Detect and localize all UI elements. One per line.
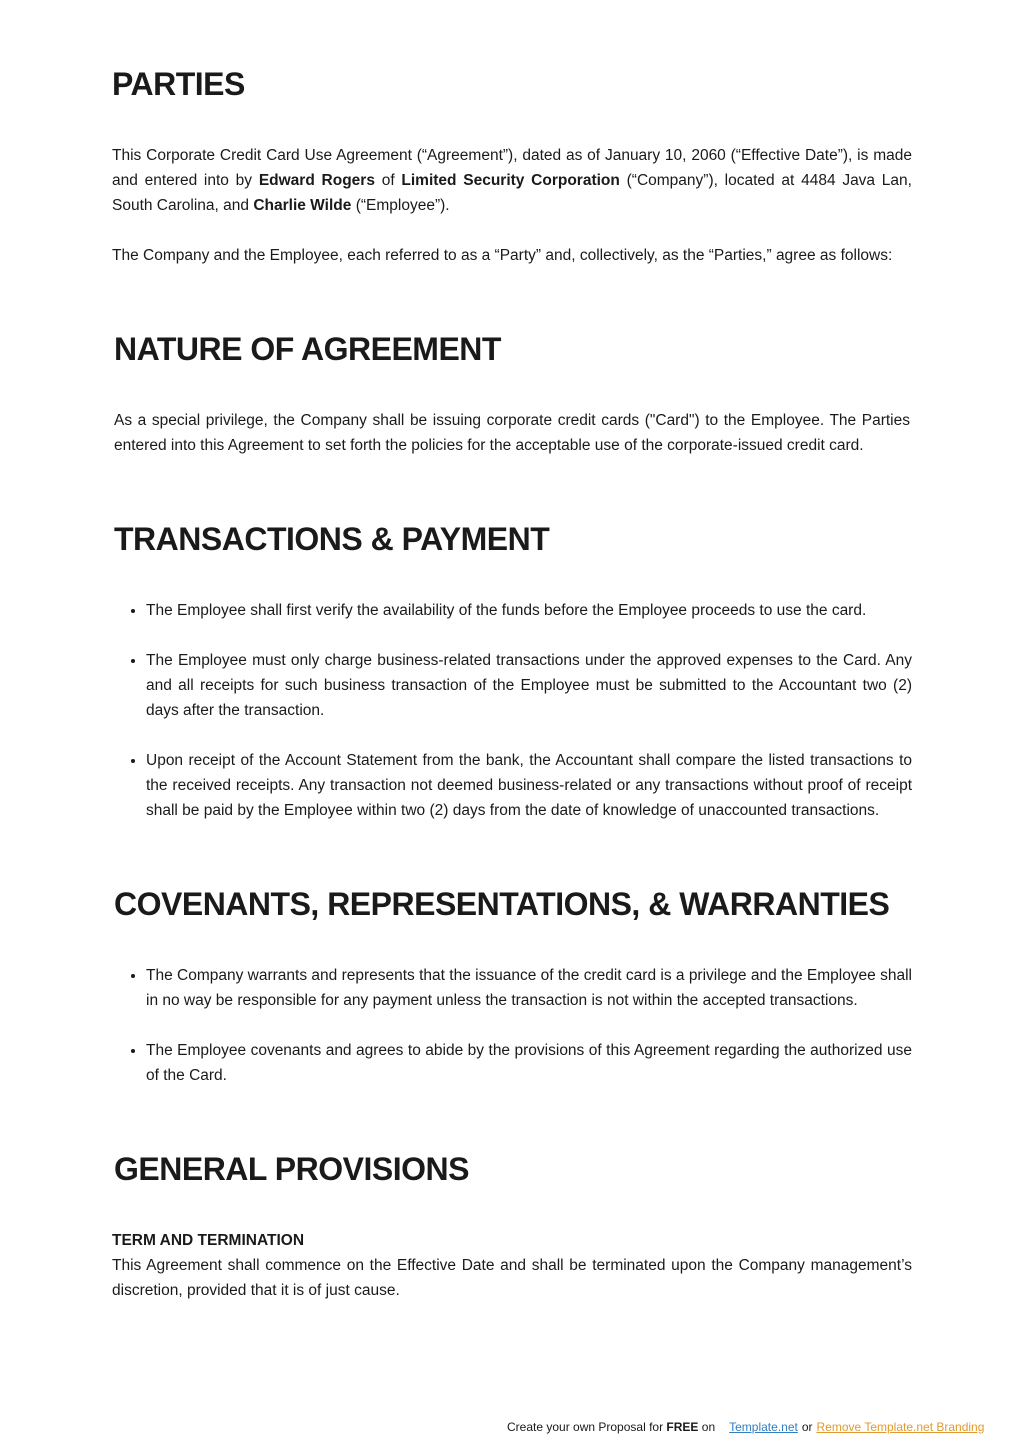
- list-item: • The Employee shall first verify the availability of the funds before the Employee proceeds to use the card.: [146, 598, 912, 623]
- employee-name: Charlie Wilde: [253, 197, 352, 214]
- parties-text-1: This Corporate Credit Card Use Agreement (“Agreement”), dated as of January 10, 2060 (“Effective Date”), is made and entered into by: [112, 147, 912, 189]
- section-title-general: GENERAL PROVISIONS: [114, 1151, 469, 1187]
- parties-text-2: of: [374, 172, 402, 189]
- section-title-parties: PARTIES: [112, 66, 245, 102]
- list-item: • The Company warrants and represents that the issuance of the credit card is a privilege and the Employee shall in no way be responsible for any payment unless the transaction is not within the accepted transactions.: [146, 963, 912, 1013]
- template-net-link[interactable]: Template.net: [729, 1420, 798, 1434]
- footer-or: or: [801, 1420, 813, 1434]
- employer-name: Edward Rogers: [258, 172, 375, 189]
- branding-footer: [507, 1418, 984, 1436]
- parties-paragraph: [112, 143, 912, 218]
- document-content: [112, 62, 912, 1303]
- nature-paragraph: As a special privilege, the Company shall be issuing corporate credit cards ("Card") to the Employee. The Parties entered into this Agreement to set forth the policies for the acceptable use of the corporate-issued credit card.: [114, 412, 910, 454]
- parties-agreement-paragraph: The Company and the Employee, each referred to as a “Party” and, collectively, as the “Parties,” agree as follows:: [112, 247, 893, 264]
- parties-text-4: (“Employee”).: [351, 197, 450, 214]
- footer-on: on: [698, 1420, 716, 1434]
- footer-prefix: Create your own Proposal for: [507, 1420, 667, 1434]
- section-title-covenants: COVENANTS, REPRESENTATIONS, & WARRANTIES: [114, 886, 890, 922]
- section-title-transactions: TRANSACTIONS & PAYMENT: [114, 521, 550, 557]
- transactions-list: [114, 598, 912, 823]
- covenants-list: [114, 963, 912, 1088]
- list-item: • The Employee must only charge business-related transactions under the approved expenses to the Card. Any and all receipts for such business transaction of the Employee must be submitted to the Accountant two (2) days after the transaction.: [146, 648, 912, 723]
- section-title-nature: NATURE OF AGREEMENT: [114, 331, 501, 367]
- term-termination-heading: TERM AND TERMINATION: [112, 1232, 305, 1249]
- remove-branding-link[interactable]: Remove Template.net Branding: [816, 1420, 985, 1434]
- footer-free: FREE: [666, 1420, 699, 1434]
- term-termination-paragraph: This Agreement shall commence on the Effective Date and shall be terminated upon the Company management’s discretion, provided that it is of just cause.: [112, 1257, 912, 1299]
- company-name: Limited Security Corporation: [401, 172, 620, 189]
- parties-text-3: (“Company”), located at 4484 Java Lan, South Carolina, and: [112, 172, 912, 214]
- list-item: • The Employee covenants and agrees to abide by the provisions of this Agreement regarding the authorized use of the Card.: [146, 1038, 912, 1088]
- list-item: • Upon receipt of the Account Statement from the bank, the Accountant shall compare the listed transactions to the received receipts. Any transaction not deemed business-related or any transactions without proof of receipt shall be paid by the Employee within two (2) days from the date of knowledge of unaccounted transactions.: [146, 748, 912, 823]
